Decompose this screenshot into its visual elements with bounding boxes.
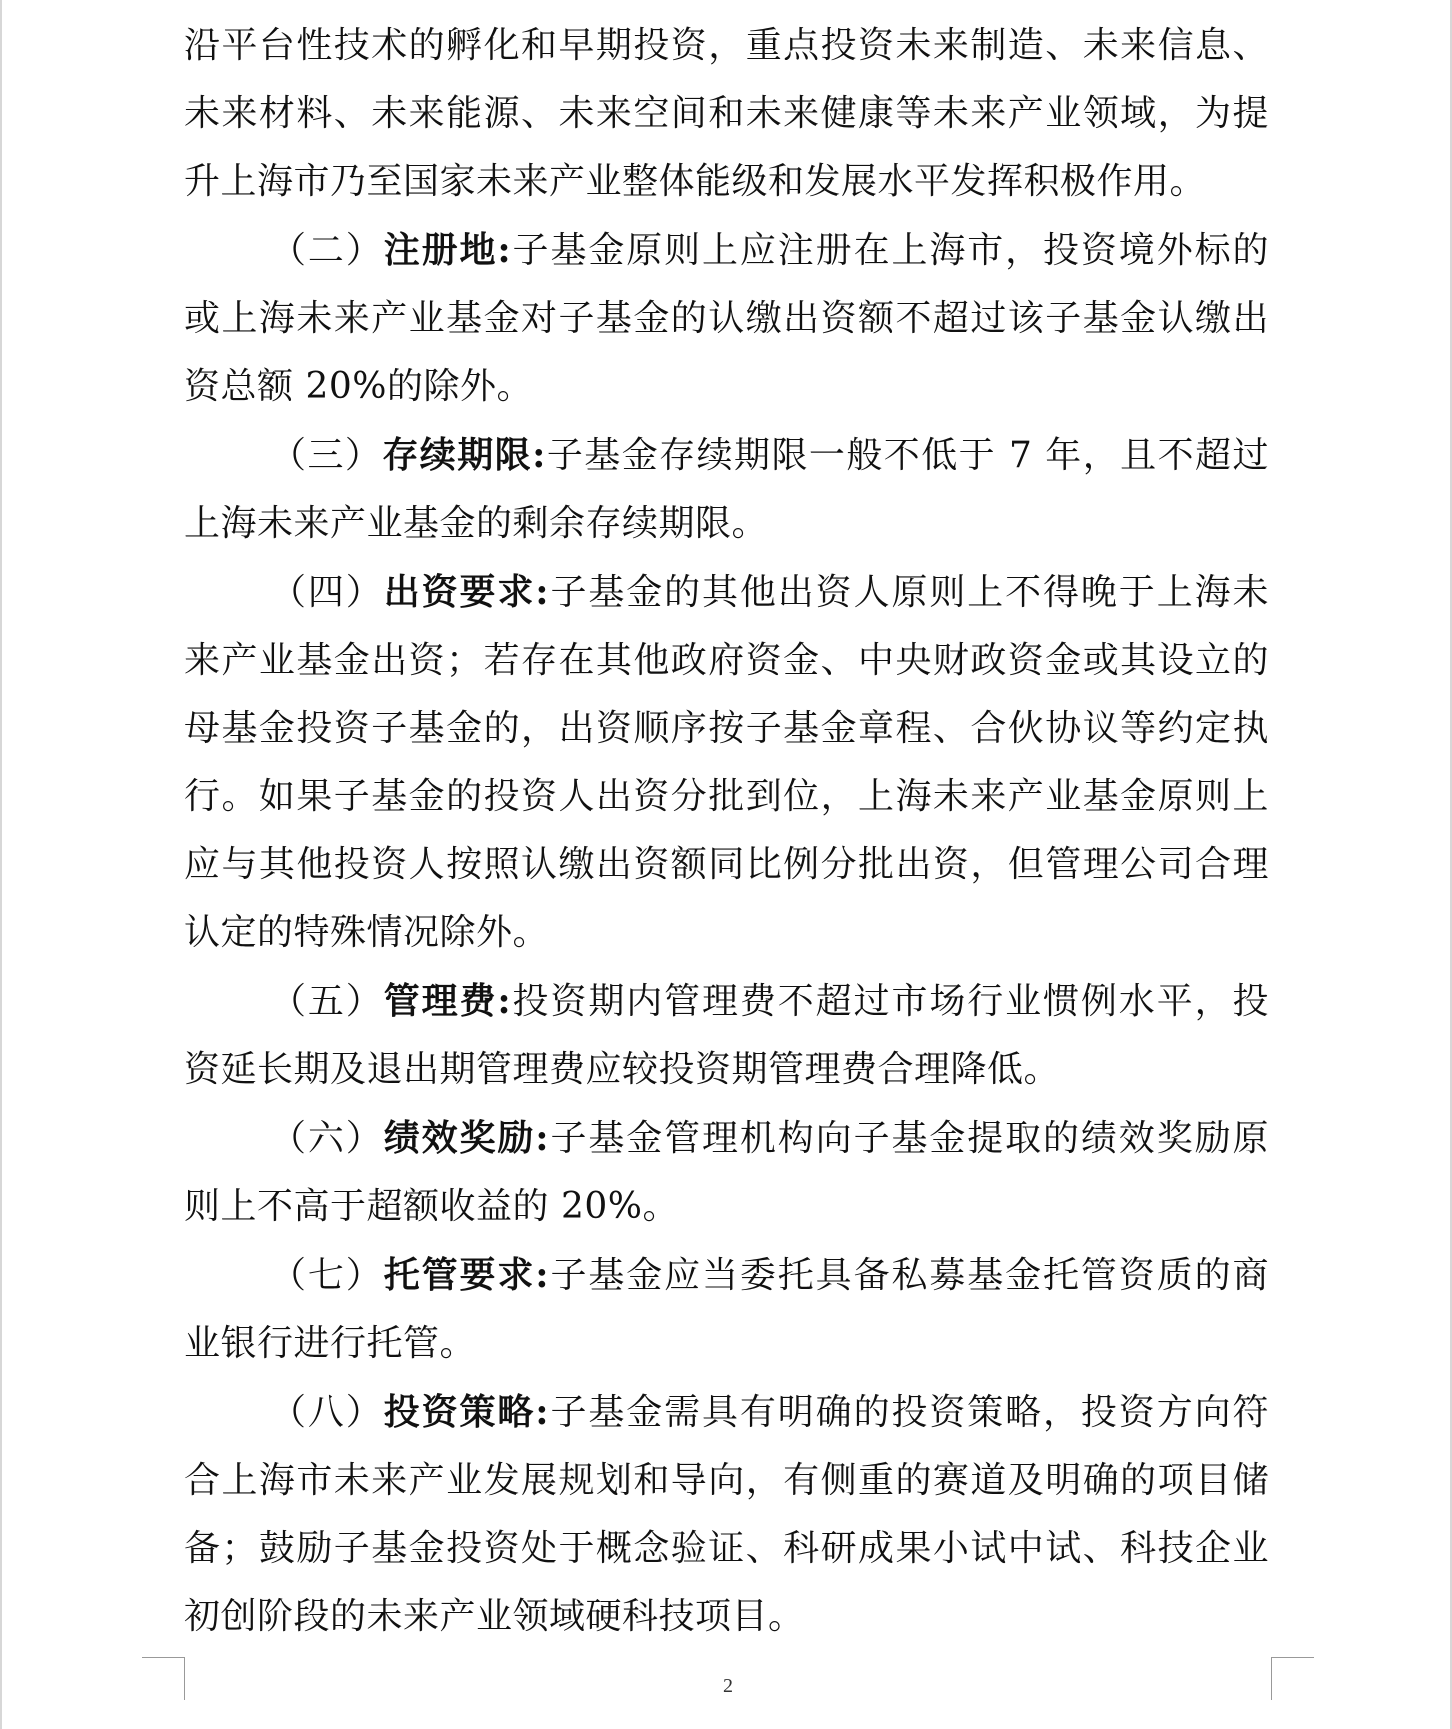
section-management-fee [184, 967, 1269, 1104]
intro-paragraph: 沿平台性技术的孵化和早期投资，重点投资未来制造、未来信息、未来材料、未来能源、未来空间和未来健康等未来产业领域，为提升上海市乃至国家未来产业整体能级和发展水平发挥积极作用。 [184, 25, 1269, 202]
section-custody [184, 1241, 1269, 1378]
section-heading: 出资要求: [383, 571, 550, 613]
section-heading: 托管要求: [383, 1254, 550, 1296]
section-registration [184, 216, 1269, 421]
section-heading: 存续期限: [382, 434, 546, 476]
document-body [184, 12, 1269, 1651]
section-performance-incentive [184, 1104, 1269, 1241]
section-text: 子基金需具有明确的投资策略，投资方向符合上海市未来产业发展规划和导向，有侧重的赛道及明确的项目储备；鼓励子基金投资处于概念验证、科研成果小试中试、科技企业初创阶段的未来产业领域硬科技项目。 [184, 1392, 1269, 1637]
section-number: （八） [270, 1392, 384, 1433]
section-number: （二） [270, 230, 384, 271]
section-capital-requirements [184, 558, 1269, 967]
section-text: 子基金原则上应注册在上海市，投资境外标的或上海未来产业基金对子基金的认缴出资额不超过该子基金认缴出资总额 20%的除外。 [184, 230, 1269, 407]
section-number: （四） [270, 572, 384, 613]
section-duration [184, 421, 1269, 558]
section-investment-strategy [184, 1378, 1269, 1651]
section-heading: 管理费: [383, 980, 512, 1022]
section-heading: 投资策略: [383, 1391, 550, 1433]
section-heading: 注册地: [383, 229, 512, 271]
section-number: （六） [270, 1118, 384, 1159]
section-text: 子基金应当委托具备私募基金托管资质的商业银行进行托管。 [184, 1255, 1269, 1364]
section-heading: 绩效奖励: [383, 1117, 550, 1159]
section-text: 子基金存续期限一般不低于 7 年，且不超过上海未来产业基金的剩余存续期限。 [184, 435, 1269, 544]
section-number: （七） [270, 1255, 384, 1296]
section-text: 子基金的其他出资人原则上不得晚于上海未来产业基金出资；若存在其他政府资金、中央财政资金或其设立的母基金投资子基金的，出资顺序按子基金章程、合伙协议等约定执行。如果子基金的投资人出资分批到位，上海未来产业基金原则上应与其他投资人按照认缴出资额同比例分批出资，但管理公司合理认定的特殊情况除外。 [184, 572, 1269, 953]
section-number: （五） [270, 981, 384, 1022]
section-text: 投资期内管理费不超过市场行业惯例水平，投资延长期及退出期管理费应较投资期管理费合理降低。 [184, 981, 1269, 1090]
page-number: 2 [723, 1675, 733, 1697]
section-text: 子基金管理机构向子基金提取的绩效奖励原则上不高于超额收益的 20%。 [184, 1118, 1269, 1227]
section-number: （三） [270, 435, 383, 476]
